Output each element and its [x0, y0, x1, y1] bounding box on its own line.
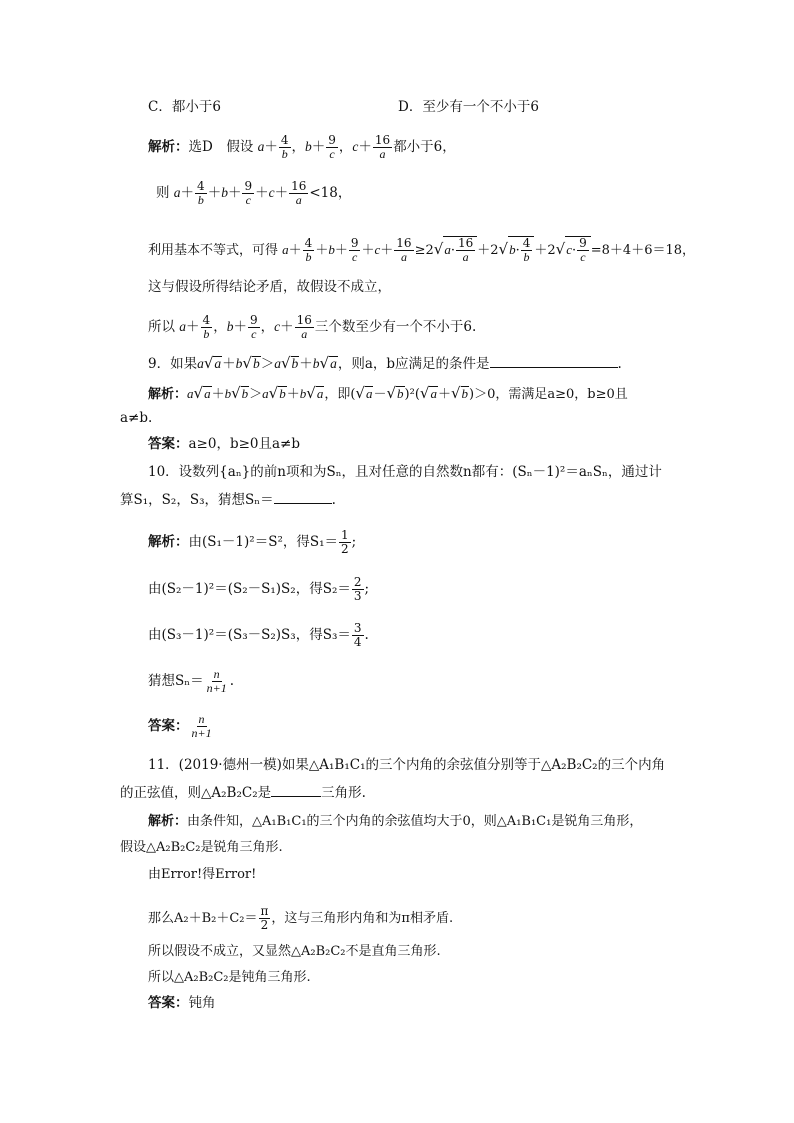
q11-solution-line2: 假设△A₂B₂C₂是锐角三角形.	[120, 840, 283, 855]
q8-solution-line2: 则 a＋ $\frac{4}{b}$ ＋b＋ $\frac{9}{c}$ ＋c＋ $\frac{16}{a}$ <18，	[156, 179, 352, 207]
q10-solution-s2: 由(S₂－1)²＝(S₂－S₁)S₂，得S₂＝ $\frac{2}{3}$ ;	[148, 575, 370, 603]
q10-solution-s1: 解析：由(S₁－1)²＝S²，得S₁＝ $\frac{1}{2}$ ;	[148, 528, 357, 556]
q9-answer: 答案：a≥0，b≥0且a≠b	[148, 436, 300, 452]
q9-answer-blank	[490, 367, 618, 368]
q11-answer-blank	[271, 796, 321, 797]
q11-answer: 答案：钝角	[148, 995, 216, 1011]
q11-solution-line4: 那么A₂＋B₂＋C₂＝ $\frac{\pi}{2}$ ，这与三角形内角和为π相矛盾.	[148, 904, 454, 932]
q10-guess: 猜想Sₙ＝ $\frac{n}{n+1}$ .	[148, 667, 234, 695]
q8-solution-line3: 利用基本不等式，可得 a＋ $\frac{4}{b}$ ＋b＋ $\frac{9}{c}$ ＋c＋ $\frac{16}{a}$ ≥2√a· $\frac{16}{a}$ ＋2√b· $\frac{4}{b}$ ＋2√c· $\frac{9}{c}$ =8＋4＋6＝18，	[148, 236, 696, 264]
q9-solution-line2: a≠b.	[120, 410, 153, 426]
q11-solution-line6: 所以△A₂B₂C₂是钝角三角形.	[148, 970, 311, 985]
q11-solution-line5: 所以假设不成立，又显然△A₂B₂C₂不是直角三角形.	[148, 944, 441, 959]
q9-solution-line1: 解析：a√a＋b√b＞a√b＋b√a，即(√a－√b)²(√a＋√b)＞0，需满足a≥0，b≥0且	[148, 384, 628, 402]
q11-solution-line3: 由Error!得Error!	[148, 867, 257, 882]
q11-stem-line2: 的正弦值，则△A₂B₂C₂是 三角形.	[120, 785, 366, 801]
q8-solution-line1: 解析：选D 假设 a＋ $\frac{4}{b}$ ，b＋ $\frac{9}{c}$ ，c＋ $\frac{16}{a}$ 都小于6，	[148, 133, 456, 161]
option-d: D．至少有一个不小于6	[398, 99, 539, 115]
q8-solution-line4: 这与假设所得结论矛盾，故假设不成立，	[148, 279, 391, 295]
q11-stem-line1: 11．(2019·德州一模)如果△A₁B₁C₁的三个内角的余弦值分别等于△A₂B₂C₂的三个内角	[148, 757, 666, 773]
option-c: C．都小于6	[148, 99, 221, 115]
q10-stem-line2: 算S₁，S₂，S₃，猜想Sₙ＝ .	[120, 492, 336, 508]
q10-answer: 答案： $\frac{n}{n+1}$	[148, 712, 212, 740]
q9-stem: 9．如果a√a＋b√b＞a√b＋b√a，则a，b应满足的条件是 .	[148, 354, 622, 372]
q11-solution-line1: 解析：由条件知，△A₁B₁C₁的三个内角的余弦值均大于0，则△A₁B₁C₁是锐角三角形，	[148, 814, 643, 829]
q10-stem-line1: 10．设数列{aₙ}的前n项和为Sₙ，且对任意的自然数n都有：(Sₙ－1)²＝aₙSₙ，通过计	[148, 464, 662, 480]
q10-solution-s3: 由(S₃－1)²＝(S₃－S₂)S₃，得S₃＝ $\frac{3}{4}$ .	[148, 621, 369, 649]
q8-solution-line5: 所以 a＋ $\frac{4}{b}$ ，b＋ $\frac{9}{c}$ ，c＋ $\frac{16}{a}$ 三个数至少有一个不小于6.	[148, 313, 477, 341]
q10-answer-blank	[274, 503, 332, 504]
